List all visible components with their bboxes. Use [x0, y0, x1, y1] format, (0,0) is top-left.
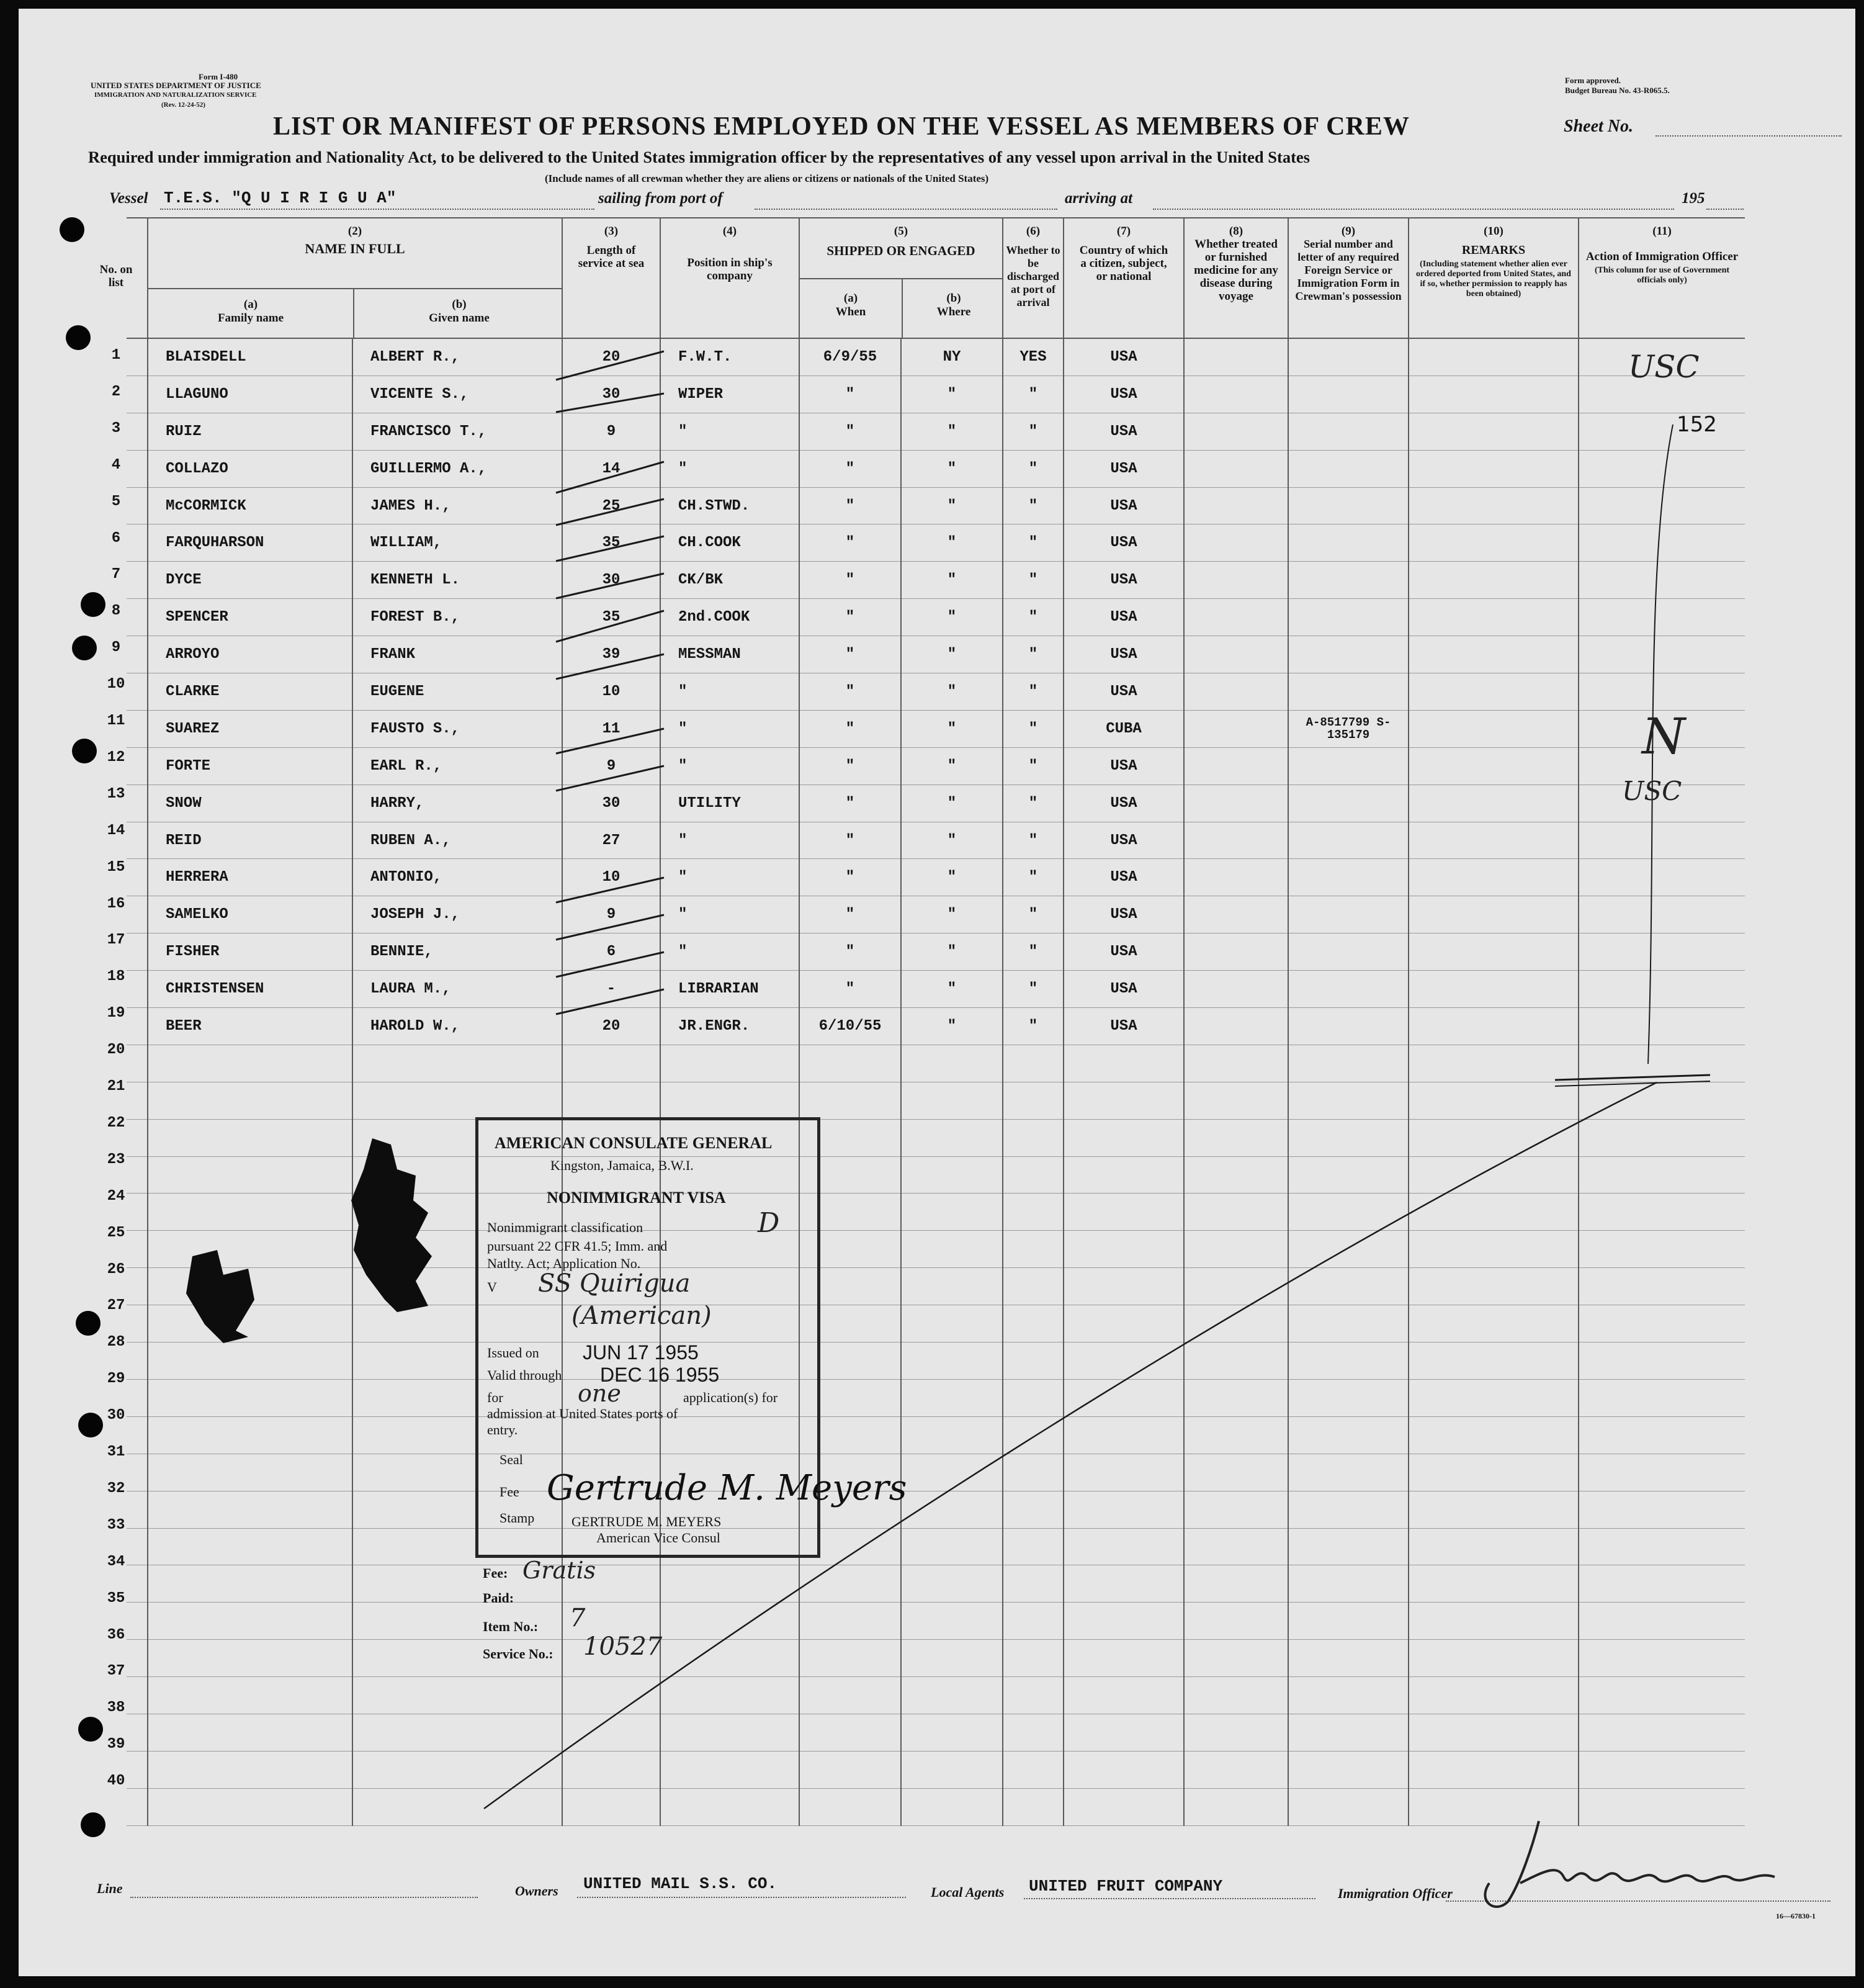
given-name-cell: EARL R., [352, 747, 562, 785]
country-cell: USA [1064, 413, 1184, 450]
family-name-cell: SNOW [148, 785, 352, 822]
given-b: (b) [452, 298, 467, 311]
family-name-cell: FORTE [148, 747, 352, 785]
discharge-cell: " [1003, 896, 1064, 933]
stamp-classification: D [758, 1207, 780, 1239]
position-cell: LIBRARIAN [660, 971, 799, 1008]
country-cell: USA [1064, 376, 1184, 413]
footer-agents-label: Local Agents [931, 1884, 1005, 1900]
discharge-cell: " [1003, 859, 1064, 896]
length-cell: 10 [562, 673, 660, 711]
length-cell: 30 [562, 376, 660, 413]
row-number: 1 [111, 347, 121, 364]
family-a: (a) [243, 298, 258, 311]
length-num: (3) [604, 225, 619, 238]
when-cell: 6/9/55 [799, 338, 901, 376]
item-value: 7 [570, 1604, 586, 1632]
row-number: 5 [111, 493, 121, 510]
footer-line-field [130, 1897, 478, 1898]
stamp-issued-date: JUN 17 1955 [583, 1341, 699, 1364]
position-cell: " [660, 896, 799, 933]
discharge-cell: " [1003, 933, 1064, 971]
row-number: 31 [107, 1444, 125, 1460]
stamp-issued-label: Issued on [487, 1345, 539, 1361]
given-header: Given name [429, 312, 490, 325]
given-name-cell: RUBEN A., [352, 822, 562, 859]
row-number: 12 [107, 749, 125, 766]
given-name-cell: EUGENE [352, 673, 562, 711]
country-cell: USA [1064, 338, 1184, 376]
row-number: 8 [111, 603, 121, 620]
position-cell: " [660, 933, 799, 971]
length-cell: 9 [562, 896, 660, 933]
stamp-act: Natlty. Act; Application No. [487, 1256, 641, 1271]
family-name-cell: DYCE [148, 562, 352, 599]
where-cell: " [901, 933, 1003, 971]
where-cell: " [901, 971, 1003, 1008]
row-number: 2 [111, 383, 121, 400]
footer-agents-field [1024, 1898, 1315, 1899]
country-num: (7) [1116, 225, 1131, 238]
family-name-cell: REID [148, 822, 352, 859]
position-cell: WIPER [660, 376, 799, 413]
length-cell: 20 [562, 1008, 660, 1045]
name-header-num: (2) [347, 225, 362, 238]
row-number: 15 [107, 858, 125, 876]
where-header: Where [936, 305, 971, 318]
family-name-cell: BEER [148, 1008, 352, 1045]
when-a: (a) [843, 292, 858, 305]
position-cell: " [660, 673, 799, 711]
stamp-classification-label: Nonimmigrant classification [487, 1220, 643, 1235]
manifest-sheet [19, 9, 1855, 1976]
row-number: 3 [111, 420, 121, 437]
usc-annotation-top: USC [1628, 349, 1700, 385]
row-number: 21 [107, 1078, 125, 1095]
row-number: 14 [107, 822, 125, 839]
discharge-cell: " [1003, 822, 1064, 859]
when-cell: " [799, 450, 901, 487]
when-cell: " [799, 376, 901, 413]
where-cell: " [901, 896, 1003, 933]
position-cell: 2nd.COOK [660, 599, 799, 636]
when-cell: 6/10/55 [799, 1008, 901, 1045]
stamp-seal: Seal [500, 1452, 523, 1467]
position-cell: " [660, 859, 799, 896]
length-cell: 25 [562, 487, 660, 524]
discharge-num: (6) [1026, 225, 1041, 238]
country-cell: USA [1064, 896, 1184, 933]
stamp-signature: Gertrude M. Meyers [547, 1468, 907, 1508]
length-cell: 30 [562, 562, 660, 599]
year-label: 195 [1682, 190, 1705, 207]
country-cell: USA [1064, 859, 1184, 896]
row-number: 4 [111, 456, 121, 474]
length-cell: 9 [562, 747, 660, 785]
stamp-officer-title: American Vice Consul [596, 1530, 720, 1545]
discharge-cell: " [1003, 450, 1064, 487]
when-cell: " [799, 413, 901, 450]
country-cell: USA [1064, 599, 1184, 636]
discharge-cell: " [1003, 673, 1064, 711]
budget-bureau: Budget Bureau No. 43-R065.5. [1565, 86, 1670, 95]
row-number: 20 [107, 1041, 125, 1059]
family-name-cell: SAMELKO [148, 896, 352, 933]
position-num: (4) [722, 225, 737, 238]
where-cell: " [901, 822, 1003, 859]
row-number: 38 [107, 1699, 125, 1717]
given-name-cell: FRANK [352, 636, 562, 673]
discharge-cell: " [1003, 599, 1064, 636]
footer-owners-field [577, 1897, 906, 1898]
country-cell: USA [1064, 487, 1184, 524]
when-cell: " [799, 933, 901, 971]
sailing-label: sailing from port of [598, 190, 723, 207]
discharge-cell: YES [1003, 338, 1064, 376]
service-value: 10527 [583, 1632, 663, 1661]
family-name-cell: CHRISTENSEN [148, 971, 352, 1008]
row-number: 40 [107, 1773, 125, 1790]
row-number: 17 [107, 932, 125, 949]
when-cell: " [799, 822, 901, 859]
name-header: NAME IN FULL [305, 241, 405, 256]
footer-owners: UNITED MAIL S.S. CO. [583, 1874, 777, 1893]
family-name-cell: COLLAZO [148, 450, 352, 487]
country-cell: USA [1064, 636, 1184, 673]
family-name-cell: McCORMICK [148, 487, 352, 524]
length-cell: 39 [562, 636, 660, 673]
stamp-valid-label: Valid through [487, 1367, 562, 1383]
stamp-vessel: SS Quirigua [538, 1269, 691, 1298]
family-name-cell: BLAISDELL [148, 338, 352, 376]
action-num: (11) [1652, 225, 1672, 238]
medicine-header: Whether treated or furnished medicine for any disease during voyage [1194, 238, 1278, 303]
position-cell: CK/BK [660, 562, 799, 599]
when-cell: " [799, 524, 901, 562]
where-cell: " [901, 376, 1003, 413]
stamp-v-label: V [487, 1279, 497, 1295]
discharge-cell: " [1003, 562, 1064, 599]
country-cell: USA [1064, 673, 1184, 711]
given-name-cell: KENNETH L. [352, 562, 562, 599]
discharge-header: Whether to be discharged at port of arrival [1006, 244, 1060, 308]
length-cell: 14 [562, 450, 660, 487]
row-number: 27 [107, 1297, 125, 1315]
where-cell: " [901, 636, 1003, 673]
given-name-cell: BENNIE, [352, 933, 562, 971]
when-cell: " [799, 747, 901, 785]
when-cell: " [799, 859, 901, 896]
row-number: 34 [107, 1553, 125, 1570]
footer-owners-label: Owners [515, 1883, 558, 1899]
length-cell: 30 [562, 785, 660, 822]
department: UNITED STATES DEPARTMENT OF JUSTICE [91, 81, 261, 90]
family-name-cell: FARQUHARSON [148, 524, 352, 562]
length-cell: - [562, 971, 660, 1008]
given-name-cell: HARRY, [352, 785, 562, 822]
paid-label: Paid: [483, 1590, 514, 1606]
where-cell: " [901, 747, 1003, 785]
stamp-nationality: (American) [571, 1302, 712, 1330]
serial-num: (9) [1341, 225, 1356, 238]
serial-cell: A-8517799 S-135179 [1288, 710, 1409, 747]
item-label: Item No.: [483, 1619, 539, 1634]
when-cell: " [799, 487, 901, 524]
stamp-for-count: one [578, 1380, 621, 1407]
length-cell: 9 [562, 413, 660, 450]
row-number: 35 [107, 1590, 125, 1607]
where-cell: NY [901, 338, 1003, 376]
given-name-cell: VICENTE S., [352, 376, 562, 413]
country-cell: USA [1064, 524, 1184, 562]
no-on-list-header: No. on list [99, 263, 133, 289]
country-cell: USA [1064, 933, 1184, 971]
row-number: 32 [107, 1480, 125, 1497]
row-number: 24 [107, 1187, 125, 1205]
position-cell: JR.ENGR. [660, 1008, 799, 1045]
action-note: (This column for use of Government officials only) [1594, 266, 1730, 285]
print-code: 16—67830-1 [1776, 1912, 1816, 1920]
given-name-cell: WILLIAM, [352, 524, 562, 562]
given-name-cell: JAMES H., [352, 487, 562, 524]
row-number: 9 [111, 639, 121, 657]
serial-header: Serial number and letter of any required Foreign Service or Immigration Form in Crewman's possession [1295, 238, 1402, 302]
markings-overlay [19, 9, 1855, 1976]
row-number: 10 [107, 676, 125, 693]
when-cell: " [799, 971, 901, 1008]
length-cell: 27 [562, 822, 660, 859]
discharge-cell: " [1003, 710, 1064, 747]
length-cell: 6 [562, 933, 660, 971]
country-cell: USA [1064, 562, 1184, 599]
discharge-cell: " [1003, 413, 1064, 450]
stamp-entry: entry. [487, 1422, 518, 1437]
form-number: Form I-480 [199, 72, 238, 81]
position-cell: CH.STWD. [660, 487, 799, 524]
length-cell: 11 [562, 710, 660, 747]
length-header: Length of service at sea [578, 244, 645, 270]
family-name-cell: CLARKE [148, 673, 352, 711]
row-number: 7 [111, 566, 121, 583]
footer-officer-label: Immigration Officer [1338, 1886, 1453, 1901]
family-name-cell: ARROYO [148, 636, 352, 673]
given-name-cell: FRANCISCO T., [352, 413, 562, 450]
given-name-cell: ALBERT R., [352, 338, 562, 376]
country-cell: USA [1064, 1008, 1184, 1045]
row-number: 11 [107, 713, 125, 729]
ink-blot [186, 1250, 254, 1343]
position-cell: " [660, 710, 799, 747]
row-number: 39 [107, 1736, 125, 1753]
length-cell: 20 [562, 338, 660, 376]
stamp-fee: Fee [500, 1484, 519, 1500]
given-name-cell: FOREST B., [352, 599, 562, 636]
discharge-cell: " [1003, 636, 1064, 673]
family-name-cell: HERRERA [148, 859, 352, 896]
given-name-cell: GUILLERMO A., [352, 450, 562, 487]
where-cell: " [901, 599, 1003, 636]
given-name-cell: FAUSTO S., [352, 710, 562, 747]
usc-annotation-mid: USC [1622, 776, 1682, 806]
row-number: 6 [111, 529, 121, 547]
where-cell: " [901, 710, 1003, 747]
vessel-name: T.E.S. "Q U I R I G U A" [164, 189, 397, 207]
position-cell: " [660, 822, 799, 859]
include-note: (Include names of all crewman whether they are aliens or citizens or nationals of the United States) [545, 173, 989, 184]
row-number: 25 [107, 1224, 125, 1241]
position-cell: " [660, 450, 799, 487]
stamp-admission: admission at United States ports of [487, 1406, 678, 1421]
stamp-pursuant: pursuant 22 CFR 41.5; Imm. and [487, 1238, 668, 1254]
position-cell: " [660, 747, 799, 785]
discharge-cell: " [1003, 524, 1064, 562]
where-cell: " [901, 562, 1003, 599]
when-cell: " [799, 636, 901, 673]
fee-value: Gratis [522, 1557, 596, 1584]
visa-stamp [475, 1117, 907, 1558]
discharge-cell: " [1003, 1008, 1064, 1045]
remarks-header: REMARKS [1461, 243, 1526, 257]
shipped-header: SHIPPED OR ENGAGED [827, 243, 975, 258]
when-cell: " [799, 785, 901, 822]
when-cell: " [799, 562, 901, 599]
row-number: 29 [107, 1370, 125, 1388]
family-name-cell: FISHER [148, 933, 352, 971]
stamp-location: Kingston, Jamaica, B.W.I. [550, 1158, 694, 1173]
given-name-cell: JOSEPH J., [352, 896, 562, 933]
action-header: Action of Immigration Officer [1585, 250, 1739, 263]
country-cell: USA [1064, 971, 1184, 1008]
discharge-cell: " [1003, 487, 1064, 524]
family-name-cell: SUAREZ [148, 710, 352, 747]
stamp-applications: application(s) for [683, 1390, 778, 1405]
length-cell: 10 [562, 859, 660, 896]
stamp-for-label: for [487, 1390, 503, 1405]
discharge-cell: " [1003, 747, 1064, 785]
row-number: 28 [107, 1334, 125, 1351]
given-name-cell: HAROLD W., [352, 1008, 562, 1045]
row-number: 18 [107, 968, 125, 986]
country-cell: USA [1064, 450, 1184, 487]
form-title: LIST OR MANIFEST OF PERSONS EMPLOYED ON THE VESSEL AS MEMBERS OF CREW [273, 112, 1410, 141]
where-b: (b) [946, 292, 961, 305]
where-cell: " [901, 413, 1003, 450]
row-number: 16 [107, 895, 125, 912]
row-number: 36 [107, 1626, 125, 1644]
length-cell: 35 [562, 524, 660, 562]
remarks-note: (Including statement whether alien ever ordered deported from United States, and if so, whether permission to reapply has been obtained) [1416, 259, 1571, 299]
when-cell: " [799, 673, 901, 711]
discharge-cell: " [1003, 785, 1064, 822]
medicine-num: (8) [1229, 225, 1243, 238]
sheet-number-label: Sheet No. [1564, 117, 1633, 136]
officer-signature [1464, 1809, 1787, 1920]
position-cell: CH.COOK [660, 524, 799, 562]
service: IMMIGRATION AND NATURALIZATION SERVICE [94, 91, 257, 99]
family-name-cell: RUIZ [148, 413, 352, 450]
stamp-officer-name: GERTRUDE M. MEYERS [571, 1514, 722, 1529]
when-cell: " [799, 896, 901, 933]
position-cell: " [660, 413, 799, 450]
footer-line-label: Line [97, 1881, 123, 1896]
family-name-cell: SPENCER [148, 599, 352, 636]
form-approved: Form approved. [1565, 76, 1621, 85]
when-cell: " [799, 710, 901, 747]
stamp-valid-date: DEC 16 1955 [600, 1364, 720, 1386]
row-number: 30 [107, 1407, 125, 1424]
where-cell: " [901, 524, 1003, 562]
where-cell: " [901, 1008, 1003, 1045]
row-number: 13 [107, 785, 125, 803]
row-number: 33 [107, 1516, 125, 1534]
country-cell: USA [1064, 785, 1184, 822]
revision: (Rev. 12-24-52) [161, 101, 205, 109]
service-label: Service No.: [483, 1646, 553, 1662]
number-152: 152 [1677, 412, 1717, 437]
position-cell: F.W.T. [660, 338, 799, 376]
given-name-cell: LAURA M., [352, 971, 562, 1008]
fee-label: Fee: [483, 1565, 508, 1581]
shipped-num: (5) [894, 225, 908, 238]
country-cell: USA [1064, 747, 1184, 785]
when-header: When [835, 305, 866, 318]
seal-blot [351, 1138, 432, 1312]
remarks-num: (10) [1484, 225, 1503, 238]
country-cell: CUBA [1064, 710, 1184, 747]
position-cell: MESSMAN [660, 636, 799, 673]
country-cell: USA [1064, 822, 1184, 859]
row-number: 19 [107, 1005, 125, 1022]
position-header: Position in ship's company [687, 256, 773, 282]
when-cell: " [799, 599, 901, 636]
footer-agents: UNITED FRUIT COMPANY [1029, 1877, 1223, 1896]
length-cell: 35 [562, 599, 660, 636]
arriving-label: arriving at [1065, 190, 1133, 207]
n-annotation: N [1642, 708, 1685, 765]
position-cell: UTILITY [660, 785, 799, 822]
row-number: 22 [107, 1114, 125, 1131]
country-header: Country of which a citizen, subject, or national [1079, 244, 1168, 283]
stamp-consulate: AMERICAN CONSULATE GENERAL [495, 1134, 773, 1152]
discharge-cell: " [1003, 376, 1064, 413]
stamp-stamp: Stamp [500, 1510, 535, 1526]
family-name-cell: LLAGUNO [148, 376, 352, 413]
where-cell: " [901, 450, 1003, 487]
discharge-cell: " [1003, 971, 1064, 1008]
row-number: 26 [107, 1261, 125, 1278]
where-cell: " [901, 785, 1003, 822]
vessel-label: Vessel [109, 190, 148, 207]
where-cell: " [901, 487, 1003, 524]
stamp-visa-type: NONIMMIGRANT VISA [547, 1189, 726, 1207]
family-header: Family name [217, 312, 284, 325]
form-subtitle: Required under immigration and Nationality Act, to be delivered to the United States immigration officer by the representatives of any vessel upon arrival in the United States [88, 148, 1310, 166]
where-cell: " [901, 859, 1003, 896]
where-cell: " [901, 673, 1003, 711]
row-number: 23 [107, 1151, 125, 1168]
given-name-cell: ANTONIO, [352, 859, 562, 896]
row-number: 37 [107, 1663, 125, 1680]
